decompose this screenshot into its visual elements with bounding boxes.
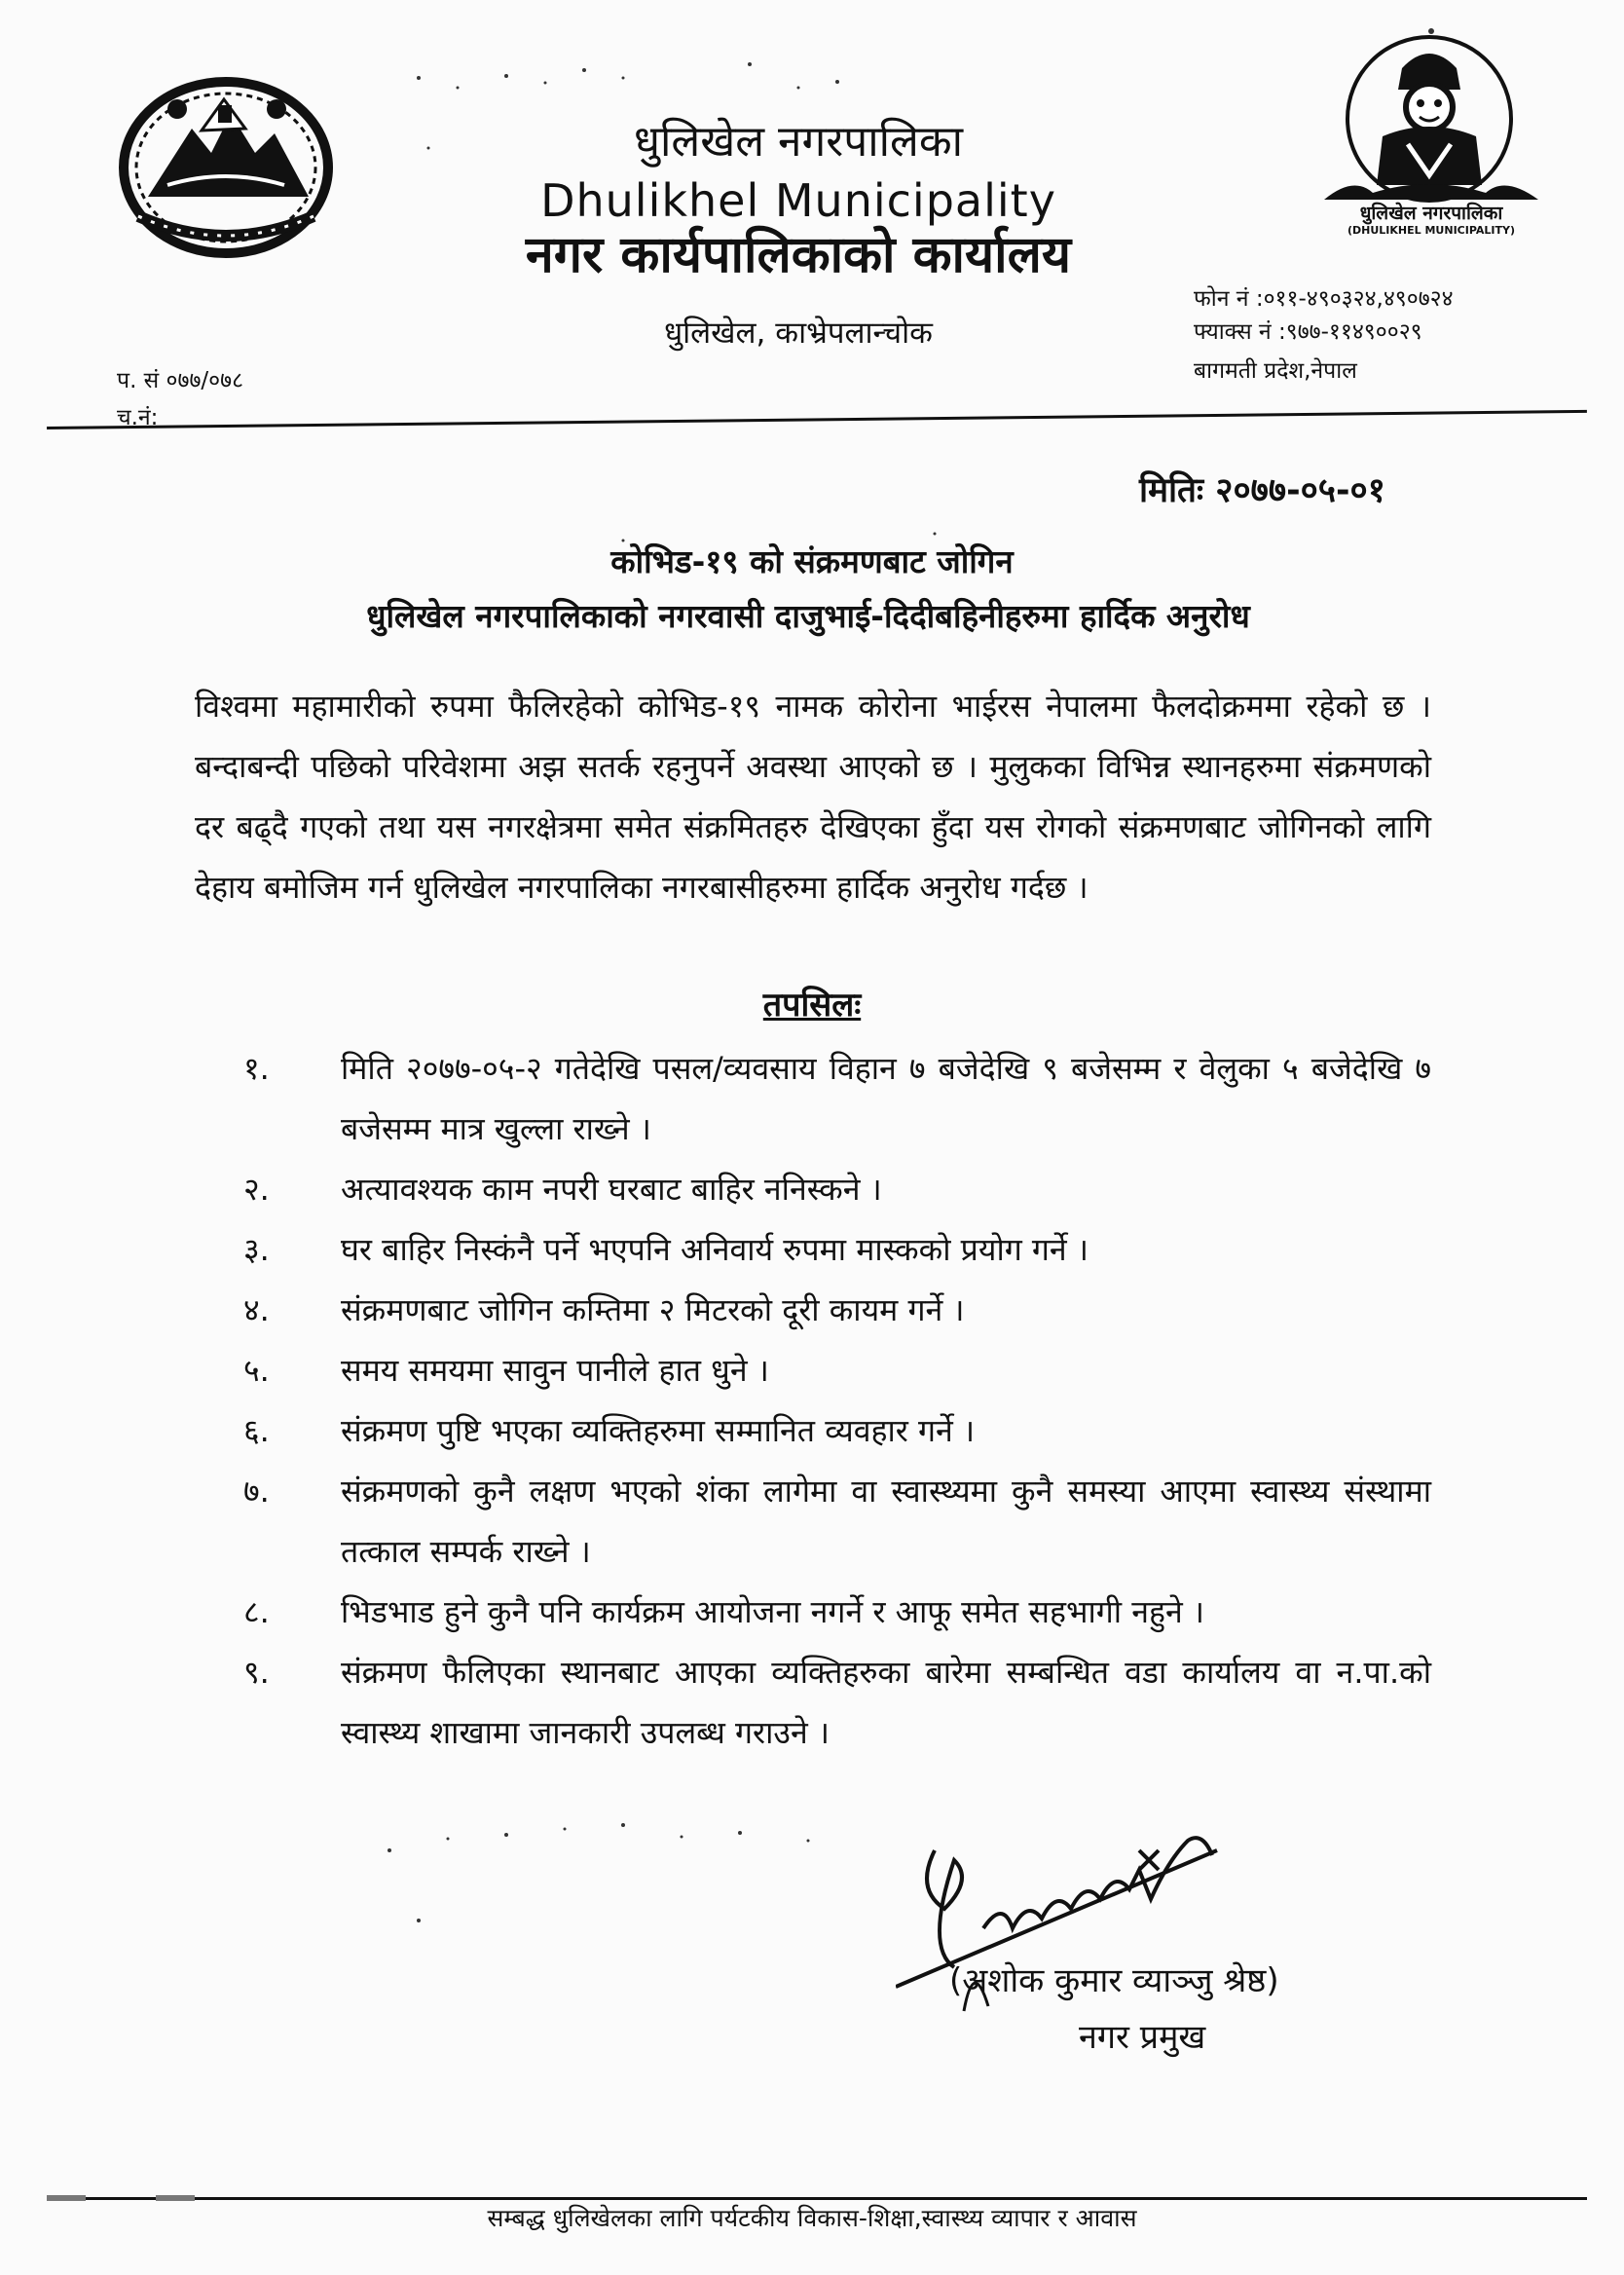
item-text: अत्यावश्यक काम नपरी घरबाट बाहिर ननिस्कने । <box>341 1171 882 1208</box>
footer-divider <box>47 2197 1587 2200</box>
fax-number: फ्याक्स नं :९७७-११४९००२९ <box>1194 319 1422 345</box>
item-text: संक्रमणबाट जोगिन कम्तिमा २ मिटरको दूरी कायम गर्ने । <box>341 1291 965 1328</box>
municipality-name-np: धुलिखेल नगरपालिका <box>633 117 964 167</box>
list-item <box>243 1219 1431 1280</box>
list-item <box>243 1159 1431 1219</box>
schedule-list <box>243 1038 1431 1763</box>
list-item <box>243 1642 1431 1763</box>
item-number: १. <box>243 1050 270 1087</box>
municipality-name-en: Dhulikhel Municipality <box>540 174 1056 227</box>
footer-scan-mark <box>47 2195 86 2201</box>
item-number: ७. <box>243 1473 270 1510</box>
list-item <box>243 1582 1431 1642</box>
province: बागमती प्रदेश,नेपाल <box>1194 358 1357 384</box>
signer-title: नगर प्रमुख <box>1079 2018 1206 2057</box>
logo-caption-en: (DHULIKHEL MUNICIPALITY) <box>1347 224 1515 237</box>
footer-scan-mark <box>156 2195 195 2201</box>
subject-line-2: धुलिखेल नगरपालिकाको नगरवासी दाजुभाई-दिदीबहिनीहरुमा हार्दिक अनुरोध <box>366 597 1250 635</box>
nepal-government-emblem-icon <box>109 70 343 265</box>
footer-slogan: सम्बद्ध धुलिखेलका लागि पर्यटकीय विकास-शिक्षा,स्वास्थ्य व्यापार र आवास <box>487 2204 1137 2232</box>
item-number: ३. <box>243 1231 270 1268</box>
list-item <box>243 1038 1431 1159</box>
letter-number: प. सं ०७७/०७८ <box>117 368 244 393</box>
item-text: संक्रमण पुष्टि भएका व्यक्तिहरुमा सम्मानित व्यवहार गर्ने । <box>341 1412 976 1449</box>
item-text: घर बाहिर निस्कंनै पर्ने भएपनि अनिवार्य रुपमा मास्कको प्रयोग गर्ने । <box>341 1231 1089 1268</box>
logo-caption-np: धुलिखेल नगरपालिका <box>1359 203 1503 224</box>
list-item <box>243 1340 1431 1400</box>
list-item <box>243 1461 1431 1582</box>
subject-line-1: कोभिड-१९ को संक्रमणबाट जोगिन <box>610 542 1014 580</box>
item-text: भिडभाड हुने कुनै पनि कार्यक्रम आयोजना नगर्ने र आफू समेत सहभागी नहुने । <box>341 1593 1205 1630</box>
item-number: ८. <box>243 1593 270 1630</box>
header-divider <box>47 410 1587 429</box>
letter-date: मितिः २०७७-०५-०१ <box>1139 471 1385 510</box>
signer-name: (अशोक कुमार व्याञ्जु श्रेष्ठ) <box>949 1961 1279 2000</box>
list-item <box>243 1280 1431 1340</box>
item-text: मिति २०७७-०५-२ गतेदेखि पसल/व्यवसाय विहान ७ बजेदेखि ९ बजेसम्म र वेलुका ५ बजेदेखि ७ बजेसम्म मात्र खुल्ला राख्ने । <box>341 1050 1431 1147</box>
item-number: ४. <box>243 1291 270 1328</box>
office-name: नगर कार्यपालिकाको कार्यालय <box>525 226 1072 284</box>
office-address: धुलिखेल, काभ्रेपलान्चोक <box>664 316 933 351</box>
item-number: ९. <box>243 1654 270 1691</box>
item-text: संक्रमण फैलिएका स्थानबाट आएका व्यक्तिहरुका बारेमा सम्बन्धित वडा कार्यालय वा न.पा.को स्वास्थ्य शाखामा जानकारी उपलब्ध गराउने । <box>341 1654 1431 1751</box>
item-number: ५. <box>243 1352 270 1389</box>
intro-paragraph: विश्वमा महामारीको रुपमा फैलिरहेको कोभिड-१९ नामक कोरोना भाईरस नेपालमा फैलदोक्रममा रहेको छ । बन्दाबन्दी पछिको परिवेशमा अझ सतर्क रहनुपर्ने अवस्था आएको छ । मुलुकका विभिन्न स्थानहरुमा संक्रमणको दर बढ्दै गएको तथा यस नगरक्षेत्रमा समेत संक्रमितहरु देखिएका हुँदा यस रोगको संक्रमणबाट जोगिनको लागि देहाय बमोजिम गर्न धुलिखेल नगरपालिका नगरबासीहरुमा हार्दिक अनुरोध गर्दछ । <box>195 688 1431 906</box>
item-number: २. <box>243 1171 270 1208</box>
list-item <box>243 1400 1431 1461</box>
item-text: संक्रमणको कुनै लक्षण भएको शंका लागेमा वा स्वास्थ्यमा कुनै समस्या आएमा स्वास्थ्य संस्थामा तत्काल सम्पर्क राख्ने । <box>341 1473 1431 1570</box>
schedule-title: तपसिलः <box>762 986 862 1025</box>
item-number: ६. <box>243 1412 270 1449</box>
phone-number: फोन नं :०११-४९०३२४,४९०७२४ <box>1194 286 1454 312</box>
dispatch-number: च.नं: <box>117 405 159 430</box>
item-text: समय समयमा सावुन पानीले हात धुने । <box>341 1352 769 1389</box>
